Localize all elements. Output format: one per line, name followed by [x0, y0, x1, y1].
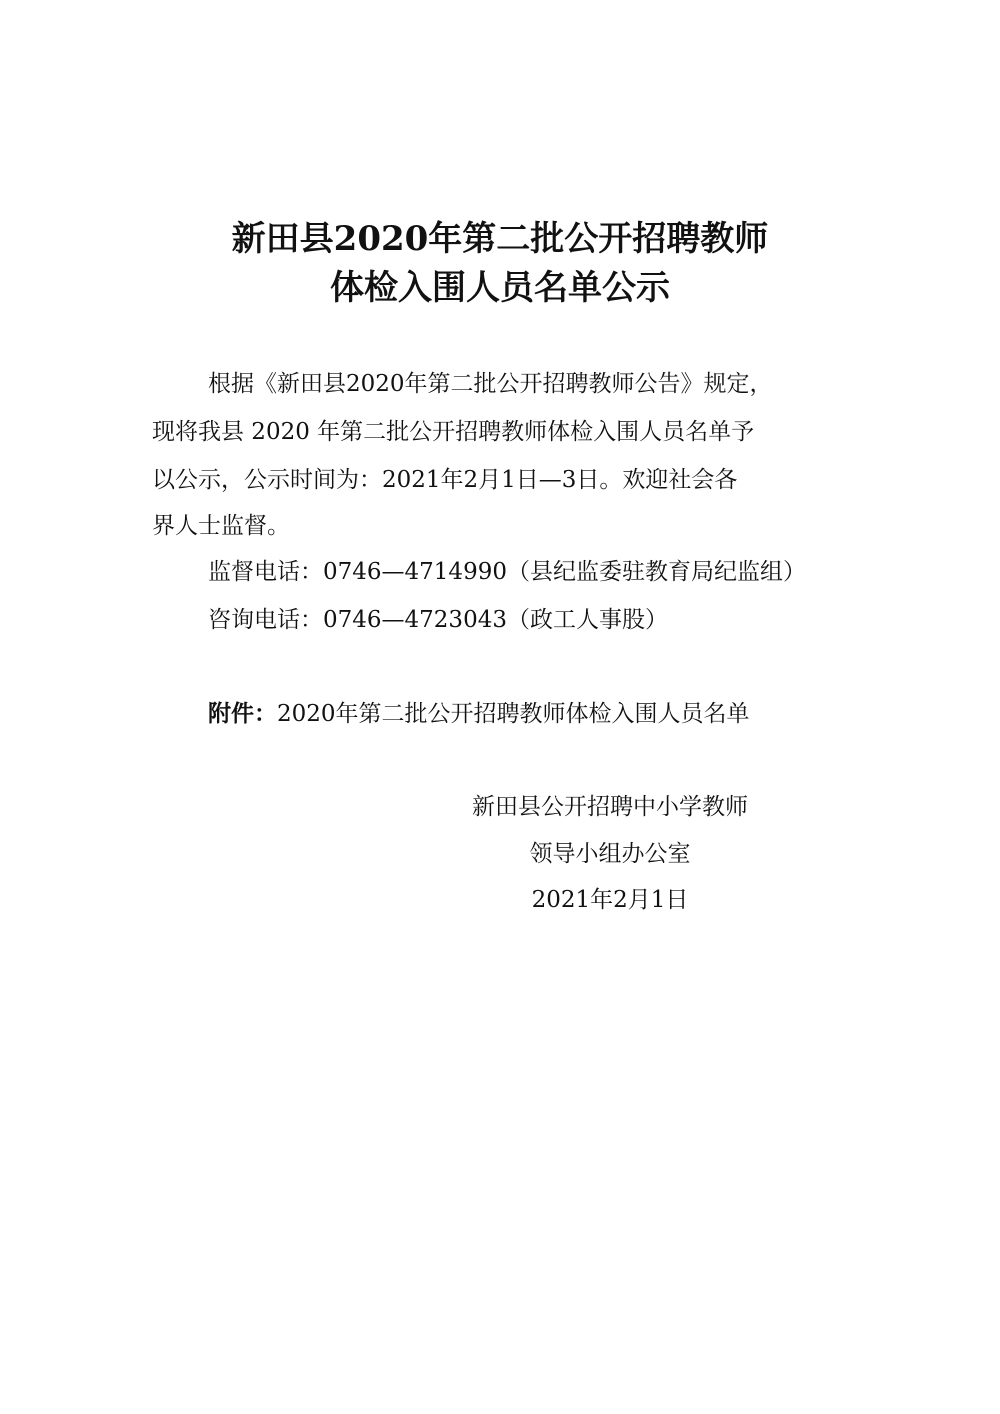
signature-org-line-2: 领导小组办公室 [529, 841, 691, 867]
signature-org-line-1: 新田县公开招聘中小学教师 [472, 794, 748, 820]
supervision-phone: 监督电话：0746—4714990（县纪监委驻教育局纪监组） [208, 559, 806, 585]
attachment-label: 附件： [208, 700, 277, 727]
body-line-1: 根据《新田县2020年第二批公开招聘教师公告》规定， [208, 371, 773, 397]
attachment-text: 2020年第二批公开招聘教师体检入围人员名单 [277, 701, 750, 727]
body-line-4: 界人士监督。 [152, 513, 290, 539]
body-line-2: 现将我县 2020 年第二批公开招聘教师体检入围人员名单予 [152, 419, 755, 445]
document-title-line-1: 新田县2020年第二批公开招聘教师 [231, 219, 769, 259]
body-line-3: 以公示，公示时间为：2021年2月1日—3日。欢迎社会各 [152, 467, 738, 493]
document-title-line-2: 体检入围人员名单公示 [330, 268, 670, 308]
signature-date: 2021年2月1日 [531, 887, 689, 913]
attachment-line [208, 702, 928, 726]
consult-phone: 咨询电话：0746—4723043（政工人事股） [208, 607, 668, 633]
